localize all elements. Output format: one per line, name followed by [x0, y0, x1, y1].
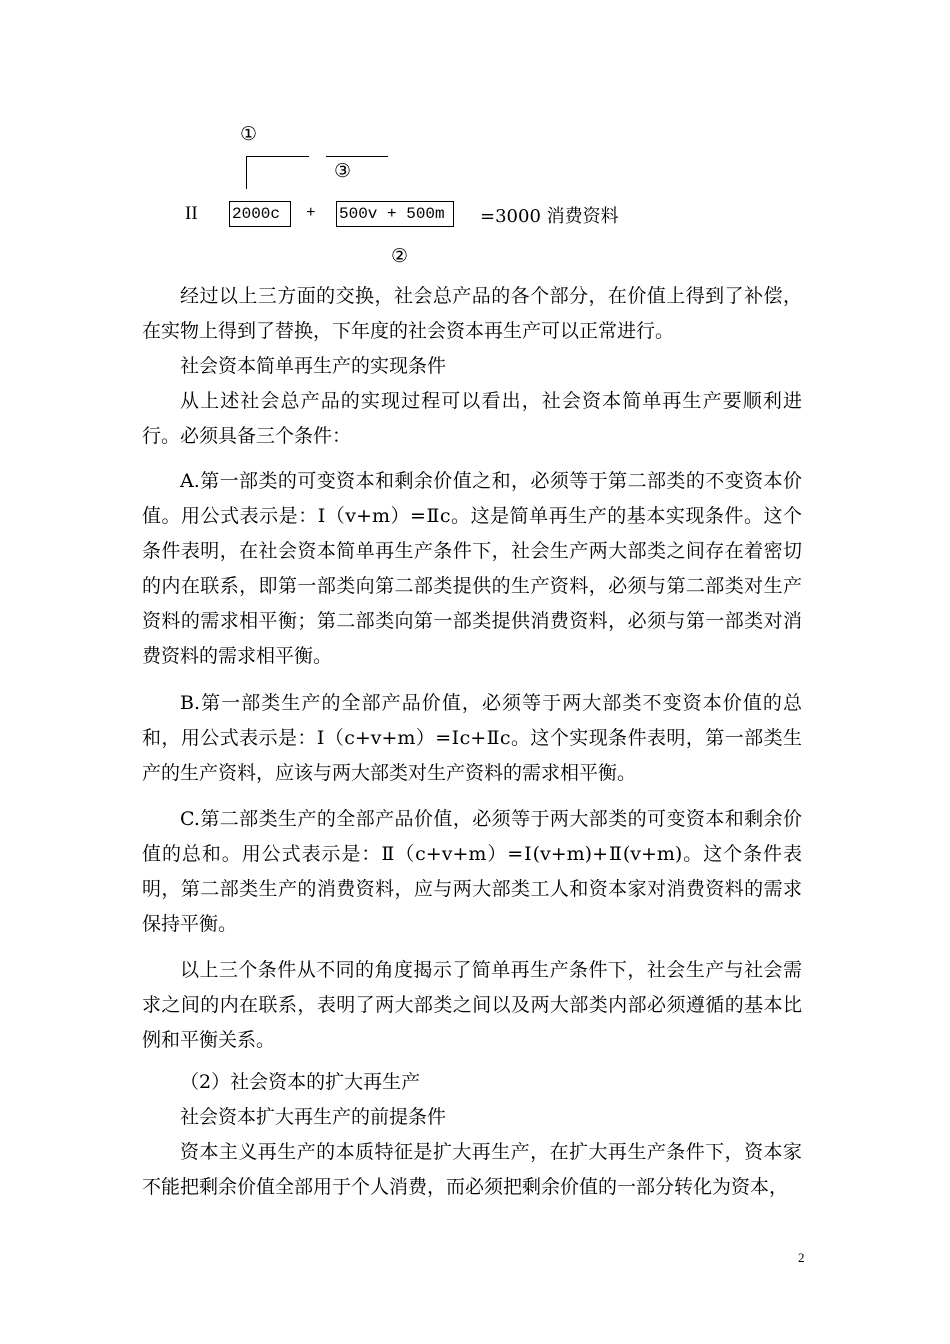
bracket-1-side [246, 156, 247, 189]
marker-2: ② [391, 245, 409, 267]
row-label: II [185, 203, 198, 224]
paragraph-condition-c: C.第二部类生产的全部产品价值，必须等于两大部类的可变资本和剩余价值的总和。用公式表示是：Ⅱ（c+v+m）=Ⅰ(v+m)+Ⅱ(v+m)。这个条件表明，第二部类生产的消费资料，应与两大部类工人和资本家对消费资料的需求保持平衡。 [142, 808, 802, 935]
result-text: =3000 消费资料 [480, 206, 619, 227]
bracket-1-top [246, 156, 309, 157]
paragraph-exchange-summary: 经过以上三方面的交换，社会总产品的各个部分，在价值上得到了补偿，在实物上得到了替换，下年度的社会资本再生产可以正常进行。 [142, 285, 802, 342]
heading-simple-reproduction-conditions: 社会资本简单再生产的实现条件 [180, 355, 447, 377]
marker-1: ① [240, 123, 258, 145]
heading-expanded-prerequisites: 社会资本扩大再生产的前提条件 [180, 1106, 447, 1128]
section-heading-expanded-reproduction: （2）社会资本的扩大再生产 [180, 1071, 421, 1093]
box-2000c: 2000c [229, 201, 291, 227]
paragraph-three-conditions-intro: 从上述社会总产品的实现过程可以看出，社会资本简单再生产要顺利进行。必须具备三个条件： [142, 390, 802, 447]
paragraph-condition-b: B.第一部类生产的全部产品价值，必须等于两大部类不变资本价值的总和，用公式表示是：Ⅰ（c+v+m）=Ⅰc+Ⅱc。这个实现条件表明，第一部类生产的生产资料，应该与两大部类对生产资料的需求相平衡。 [142, 692, 802, 784]
paragraph-condition-a: A.第一部类的可变资本和剩余价值之和，必须等于第二部类的不变资本价值。用公式表示是：Ⅰ（v+m）=Ⅱc。这是简单再生产的基本实现条件。这个条件表明，在社会资本简单再生产条件下，社会生产两大部类之间存在着密切的内在联系，即第一部类向第二部类提供的生产资料，必须与第二部类对生产资料的需求相平衡；第二部类向第一部类提供消费资料，必须与第一部类对消费资料的需求相平衡。 [142, 470, 802, 667]
box-500v-500m: 500v + 500m [336, 201, 454, 227]
marker-3: ③ [334, 160, 352, 182]
bracket-3-top [326, 156, 388, 157]
paragraph-expanded-reproduction: 资本主义再生产的本质特征是扩大再生产，在扩大再生产条件下，资本家不能把剩余价值全部用于个人消费，而必须把剩余价值的一部分转化为资本， [142, 1141, 802, 1198]
page-number: 2 [798, 1250, 805, 1265]
paragraph-conclusion: 以上三个条件从不同的角度揭示了简单再生产条件下，社会生产与社会需求之间的内在联系，表明了两大部类之间以及两大部类内部必须遵循的基本比例和平衡关系。 [142, 959, 802, 1051]
plus-sign: + [306, 204, 316, 222]
